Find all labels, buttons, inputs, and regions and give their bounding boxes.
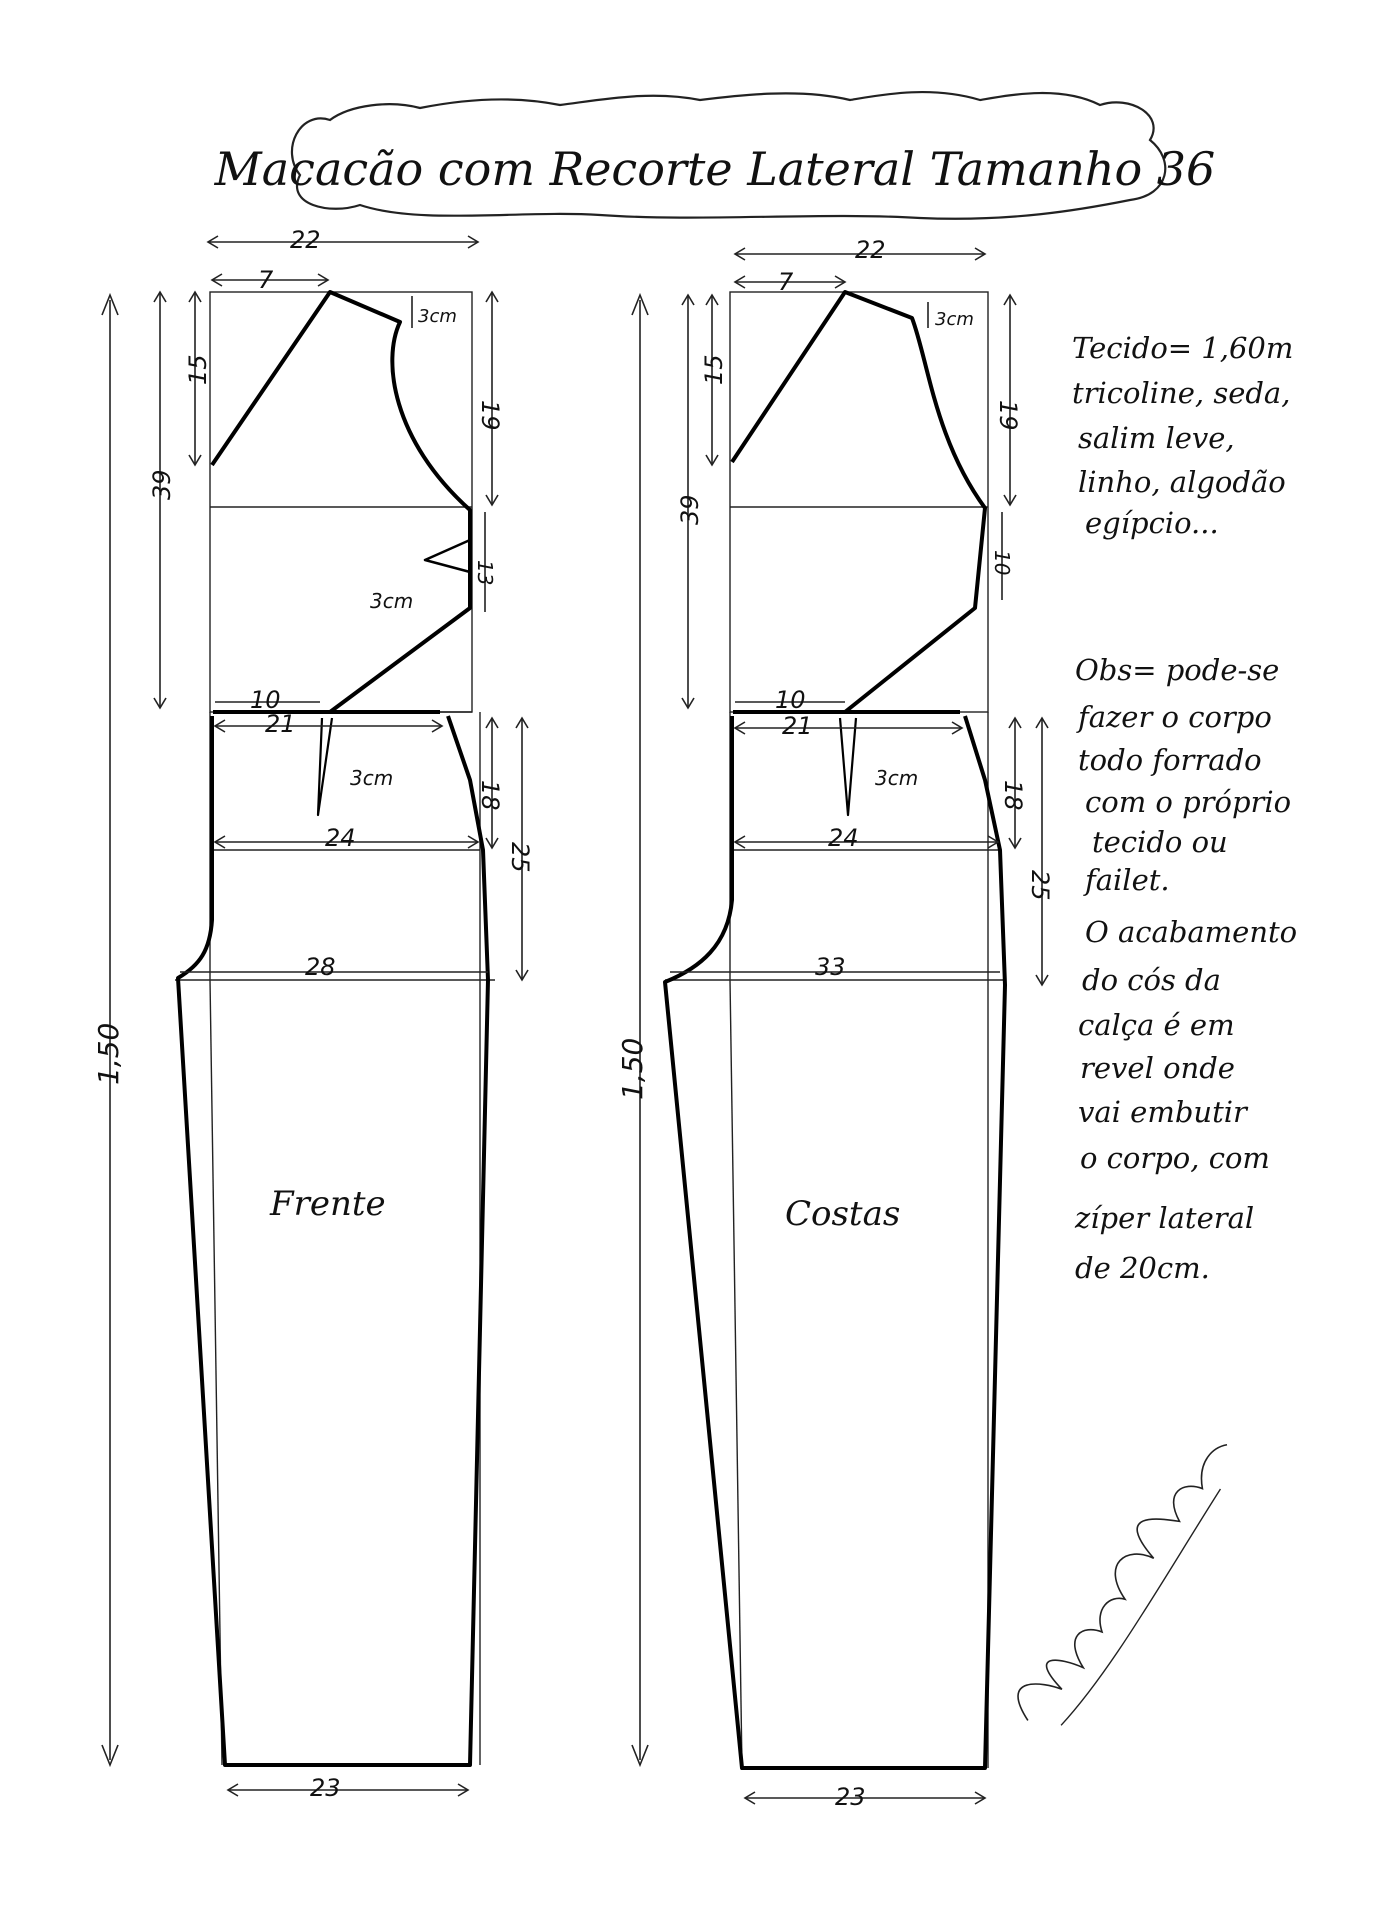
back-neck-drop: 3cm: [935, 309, 974, 330]
fabric-line-2: tricoline, seda,: [1072, 376, 1291, 410]
fabric-line-5: egípcio...: [1085, 506, 1219, 540]
front-side-dart-size: 3cm: [370, 589, 414, 613]
front-waist-dart-size: 3cm: [350, 766, 394, 790]
obs-notes: [1074, 653, 1297, 1285]
front-shoulder-start: 7: [258, 266, 274, 294]
back-armhole-height: 19: [994, 400, 1022, 431]
front-bodice-height: 39: [148, 469, 176, 500]
obs-line-11: vai embutir: [1078, 1095, 1247, 1129]
front-piece: [92, 226, 534, 1802]
back-hem-width: 23: [835, 1783, 866, 1811]
front-bust-point: 10: [250, 686, 281, 714]
obs-line-12: o corpo, com: [1080, 1141, 1270, 1175]
obs-line-9: calça é em: [1078, 1008, 1235, 1042]
front-bodice-frame: [210, 292, 472, 712]
back-shoulder-start: 7: [778, 268, 794, 296]
fabric-line-3: salim leve,: [1078, 421, 1235, 455]
fabric-line-1: Tecido= 1,60m: [1072, 331, 1294, 365]
obs-line-2: fazer o corpo: [1078, 700, 1272, 734]
front-neck-drop: 3cm: [418, 306, 457, 327]
obs-line-4: com o próprio: [1085, 785, 1292, 819]
front-width-top: 22: [290, 226, 321, 254]
back-bodice-outline: [732, 292, 985, 712]
front-waist-width: 21: [265, 710, 296, 738]
front-hip-width: 24: [325, 824, 356, 852]
back-width-top: 22: [855, 236, 886, 264]
obs-line-10: revel onde: [1080, 1051, 1235, 1085]
fabric-line-4: linho, algodão: [1078, 465, 1286, 499]
back-waist-width: 21: [782, 712, 813, 740]
obs-line-1: Obs= pode-se: [1075, 653, 1280, 687]
obs-line-13: zíper lateral: [1075, 1201, 1255, 1235]
back-bust-point: 10: [775, 686, 806, 714]
back-bodice-height: 39: [676, 494, 704, 525]
back-label: Costas: [785, 1194, 901, 1234]
front-side-dart: [425, 540, 470, 572]
back-piece: [616, 236, 1054, 1811]
obs-line-7: O acabamento: [1085, 915, 1298, 949]
obs-line-5: tecido ou: [1092, 825, 1228, 859]
obs-line-6: failet.: [1085, 863, 1170, 897]
back-bodice-frame: [730, 292, 988, 712]
back-side-height: 10: [990, 550, 1014, 576]
obs-line-14: de 20cm.: [1075, 1251, 1210, 1285]
back-waist-dart: [840, 718, 856, 815]
back-hip-width: 24: [828, 824, 859, 852]
obs-line-3: todo forrado: [1078, 743, 1262, 777]
back-waist-dart-size: 3cm: [875, 766, 919, 790]
front-total-length: 1,50: [92, 1022, 125, 1085]
fabric-notes: [1072, 331, 1293, 540]
page-title: Macacão com Recorte Lateral Tamanho 36: [214, 142, 1216, 196]
front-hem-width: 23: [310, 1774, 341, 1802]
front-side-dart-height: 13: [473, 560, 497, 586]
back-crotch-width: 33: [815, 953, 846, 981]
back-hip-upper-height: 18: [999, 780, 1027, 811]
back-total-length: 1,50: [616, 1037, 649, 1100]
front-crotch-height: 25: [506, 842, 534, 873]
front-waist-dart: [318, 718, 332, 815]
front-crotch-width: 28: [305, 953, 336, 981]
signature: [1008, 1428, 1251, 1740]
obs-line-8: do cós da: [1082, 963, 1221, 997]
back-shoulder-height: 15: [700, 354, 728, 385]
front-label: Frente: [270, 1184, 386, 1224]
front-bodice-outline: [212, 292, 470, 712]
front-armhole-height: 19: [476, 400, 504, 431]
front-hip-upper-height: 18: [476, 780, 504, 811]
back-crotch-height: 25: [1026, 870, 1054, 901]
front-shoulder-height: 15: [184, 354, 212, 385]
front-pants-outline: [178, 716, 488, 1765]
back-pants-outline: [665, 716, 1005, 1768]
